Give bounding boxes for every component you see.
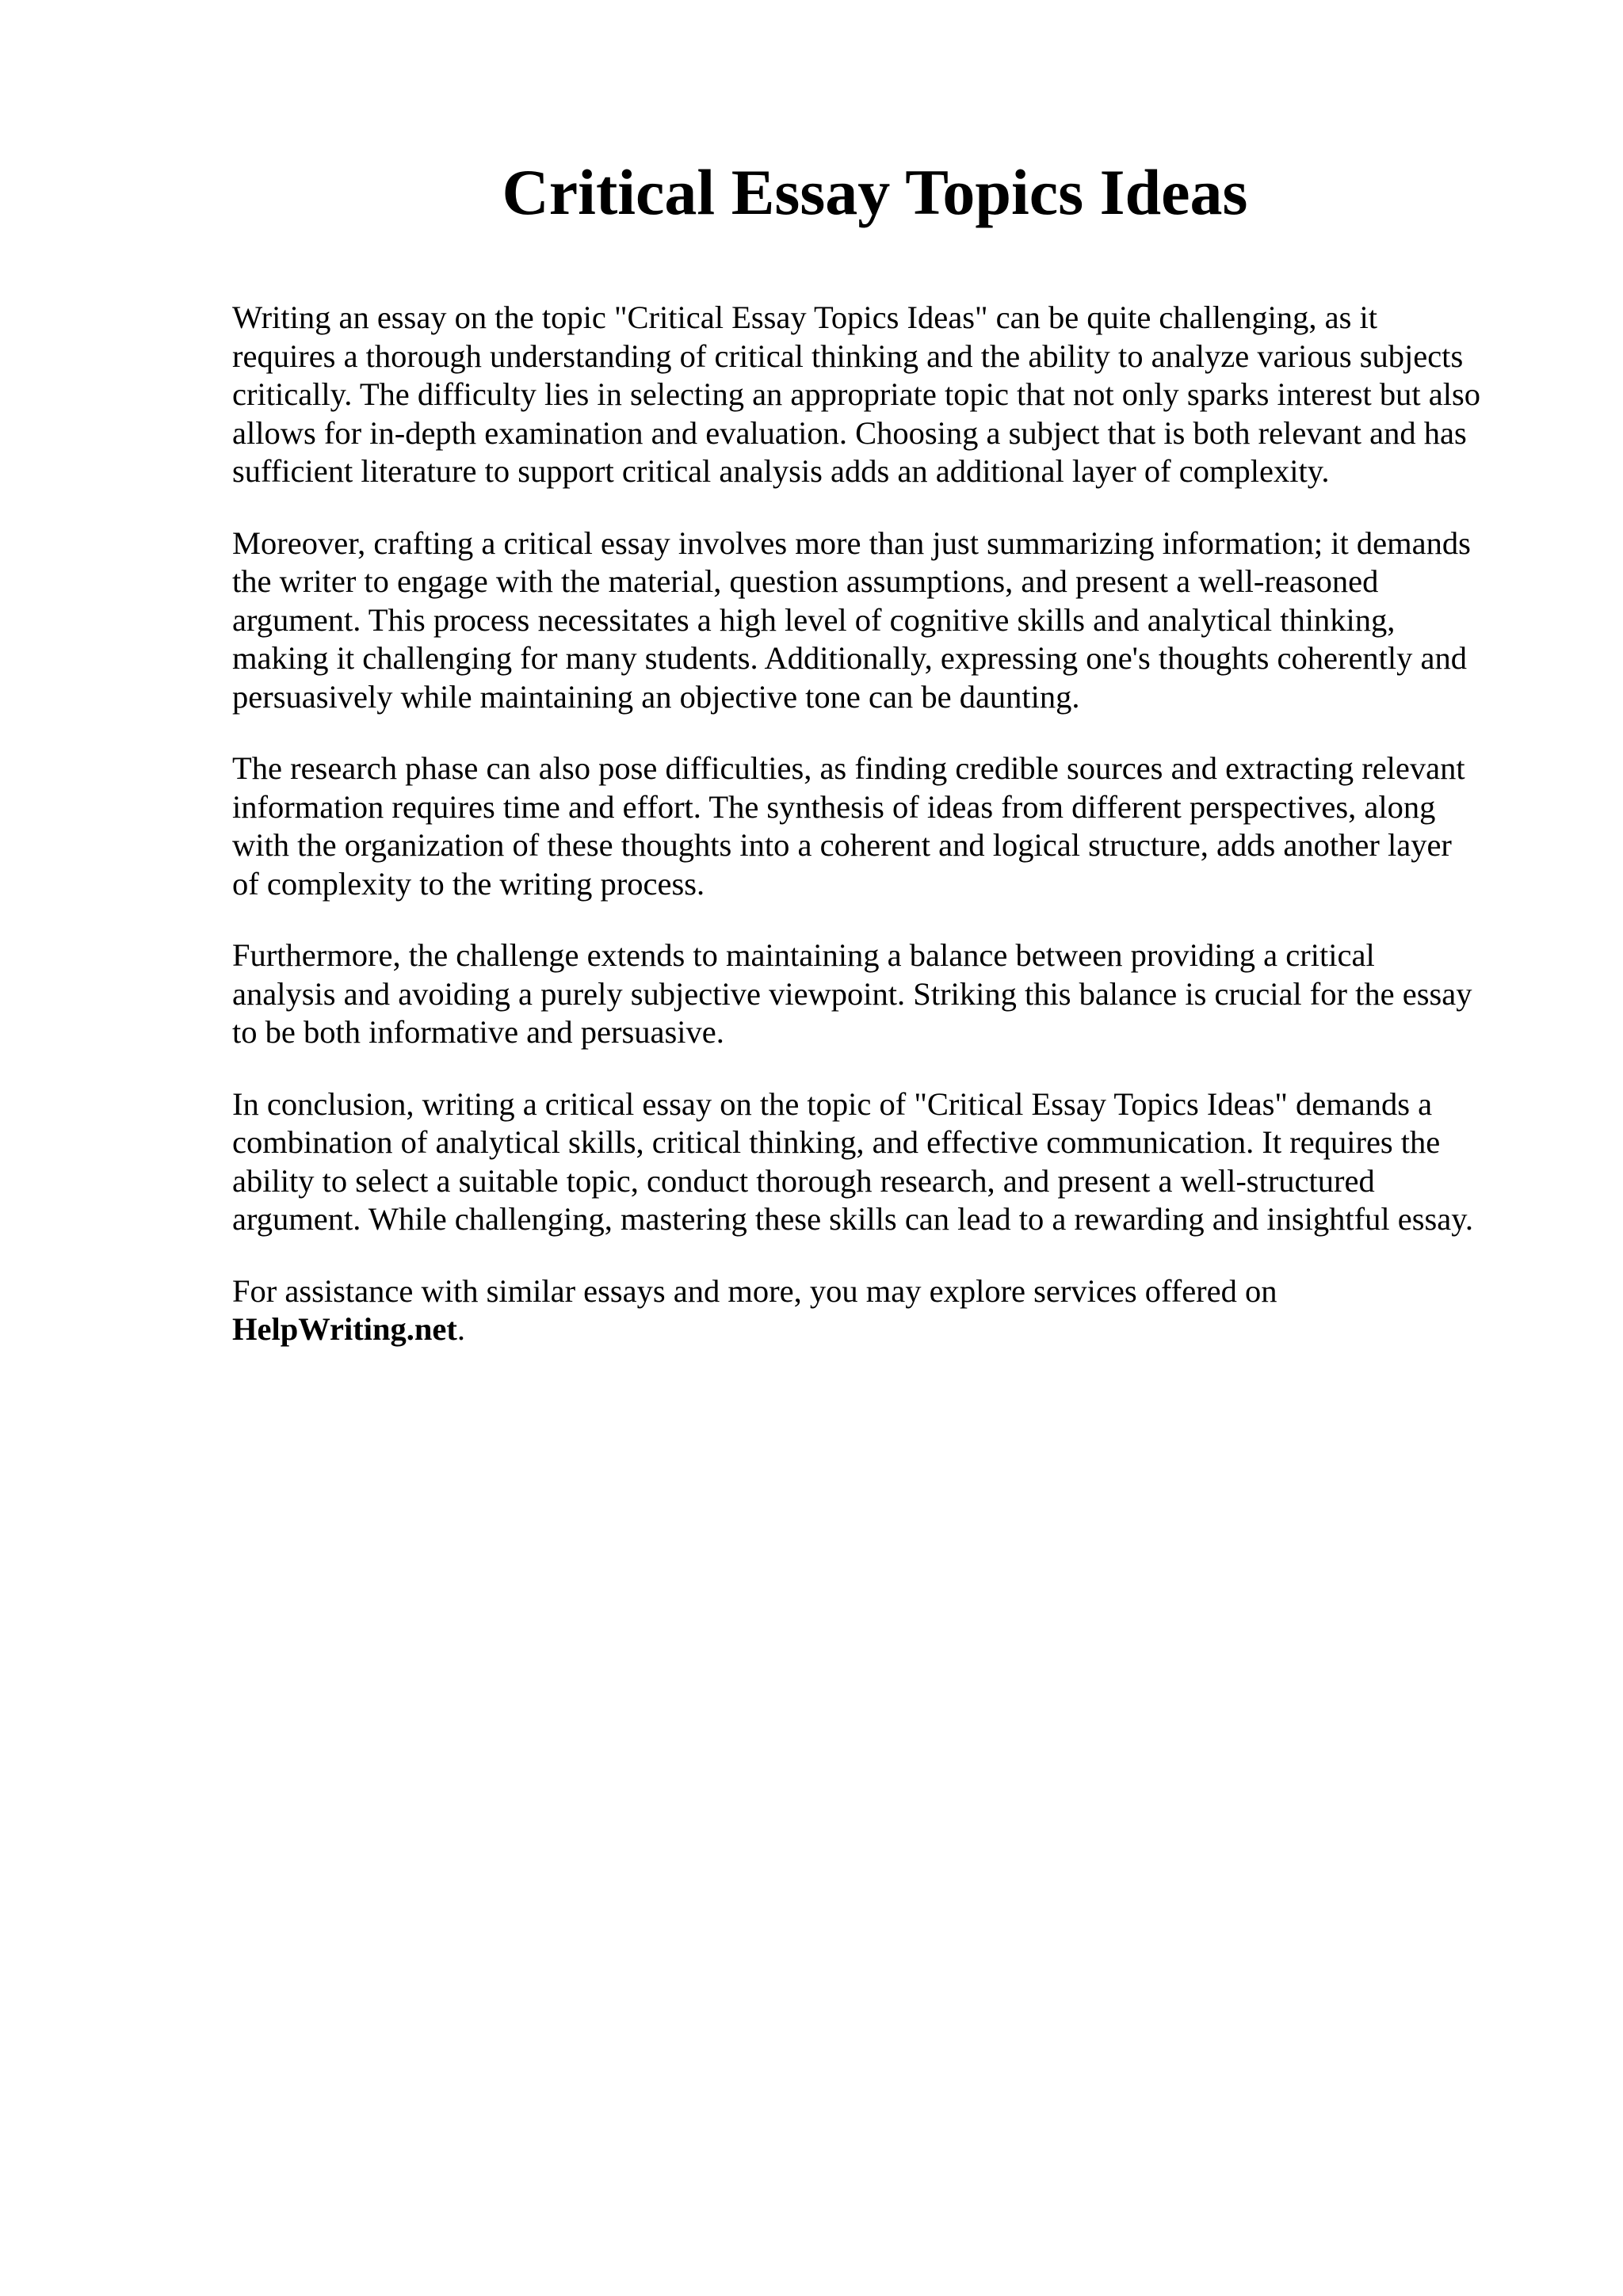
paragraph-5 — [232, 1085, 1524, 1239]
paragraph-line: the writer to engage with the material, question assumptions, and present a well-reasoned — [232, 563, 1379, 599]
paragraph-line: ability to select a suitable topic, conduct thorough research, and present a well-structured — [232, 1162, 1375, 1199]
closing-brand-line — [232, 1310, 1524, 1349]
paragraph-line: argument. While challenging, mastering these skills can lead to a rewarding and insightful essay. — [232, 1201, 1473, 1237]
paragraph-line: to be both informative and persuasive. — [232, 1014, 724, 1050]
paragraph-line: requires a thorough understanding of critical thinking and the ability to analyze various subjects — [232, 338, 1464, 374]
paragraph-line: information requires time and effort. The synthesis of ideas from different perspectives, along — [232, 788, 1436, 825]
paragraph-line: allows for in-depth examination and evaluation. Choosing a subject that is both relevant and has — [232, 414, 1467, 451]
closing-paragraph — [232, 1272, 1524, 1349]
paragraph-4 — [232, 936, 1524, 1052]
paragraph-line: making it challenging for many students. Additionally, expressing one's thoughts coherently and — [232, 640, 1468, 676]
paragraph-line: combination of analytical skills, critical thinking, and effective communication. It requires the — [232, 1124, 1441, 1160]
paragraph-line: critically. The difficulty lies in selecting an appropriate topic that not only sparks interest but also — [232, 376, 1480, 412]
paragraph-line: The research phase can also pose difficulties, as finding credible sources and extracting relevant — [232, 750, 1465, 786]
paragraph-line: argument. This process necessitates a high level of cognitive skills and analytical thinking, — [232, 601, 1396, 638]
paragraph-line: persuasively while maintaining an objective tone can be daunting. — [232, 678, 1080, 715]
paragraph-line: Furthermore, the challenge extends to maintaining a balance between providing a critical — [232, 937, 1375, 973]
paragraph-line: of complexity to the writing process. — [232, 865, 705, 902]
closing-line: For assistance with similar essays and more, you may explore services offered on — [232, 1272, 1277, 1309]
brand-name: HelpWriting.net — [232, 1311, 457, 1347]
paragraph-line: In conclusion, writing a critical essay on the topic of "Critical Essay Topics Ideas" demands a — [232, 1085, 1433, 1122]
closing-period: . — [456, 1311, 466, 1347]
paragraph-line: Writing an essay on the topic "Critical Essay Topics Ideas" can be quite challenging, as it — [232, 299, 1377, 335]
paragraph-1 — [232, 299, 1524, 491]
paragraph-line: analysis and avoiding a purely subjective viewpoint. Striking this balance is crucial for the essay — [232, 975, 1472, 1012]
paragraph-line: sufficient literature to support critical analysis adds an additional layer of complexity. — [232, 453, 1330, 489]
paragraph-line: with the organization of these thoughts into a coherent and logical structure, adds another layer — [232, 827, 1452, 863]
paragraph-3 — [232, 749, 1524, 903]
paragraph-2 — [232, 524, 1524, 717]
essay-body — [232, 299, 1524, 1383]
page-title: Critical Essay Topics Ideas — [502, 156, 1248, 228]
paragraph-line: Moreover, crafting a critical essay involves more than just summarizing information; it demands — [232, 524, 1471, 561]
